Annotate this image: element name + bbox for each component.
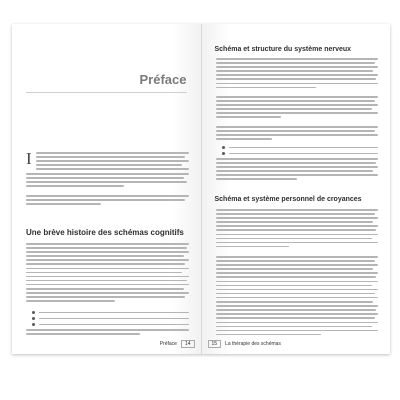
right-footer (208, 340, 281, 348)
nervous-paragraph-4 (216, 158, 379, 183)
history-bullet-list (32, 311, 189, 329)
nervous-bullet-list (222, 146, 379, 158)
footer-label: Préface (159, 341, 177, 347)
left-page (12, 24, 202, 354)
list-item (32, 323, 189, 326)
beliefs-paragraph-2 (216, 256, 379, 338)
right-page (202, 24, 391, 354)
list-item (222, 152, 379, 155)
footer-label: La thérapie des schémas (225, 341, 281, 347)
page-number: 14 (181, 340, 195, 348)
nervous-paragraph-2 (216, 96, 379, 121)
nervous-paragraph-3 (216, 126, 379, 142)
section-heading-beliefs: Schéma et système personnel de croyances (214, 196, 362, 203)
book-spread (12, 24, 390, 354)
history-paragraph-2 (26, 329, 189, 337)
intro-paragraph-1 (36, 152, 189, 172)
list-item (222, 146, 379, 149)
list-item (32, 311, 189, 314)
dropcap: I (26, 149, 32, 168)
left-footer (160, 340, 195, 348)
list-item (32, 317, 189, 320)
nervous-paragraph-1 (216, 58, 379, 91)
chapter-title: Préface (139, 72, 187, 87)
title-rule (26, 92, 187, 93)
beliefs-paragraph-1 (216, 209, 379, 250)
intro-paragraph-1-cont (26, 173, 189, 189)
page-number: 15 (208, 340, 222, 348)
intro-paragraph-2 (26, 195, 189, 207)
section-heading-nervous-system: Schéma et structure du système nerveux (214, 46, 352, 53)
section-heading-history: Une brève histoire des schémas cognitifs (26, 228, 184, 237)
history-paragraph-1 (26, 243, 189, 304)
